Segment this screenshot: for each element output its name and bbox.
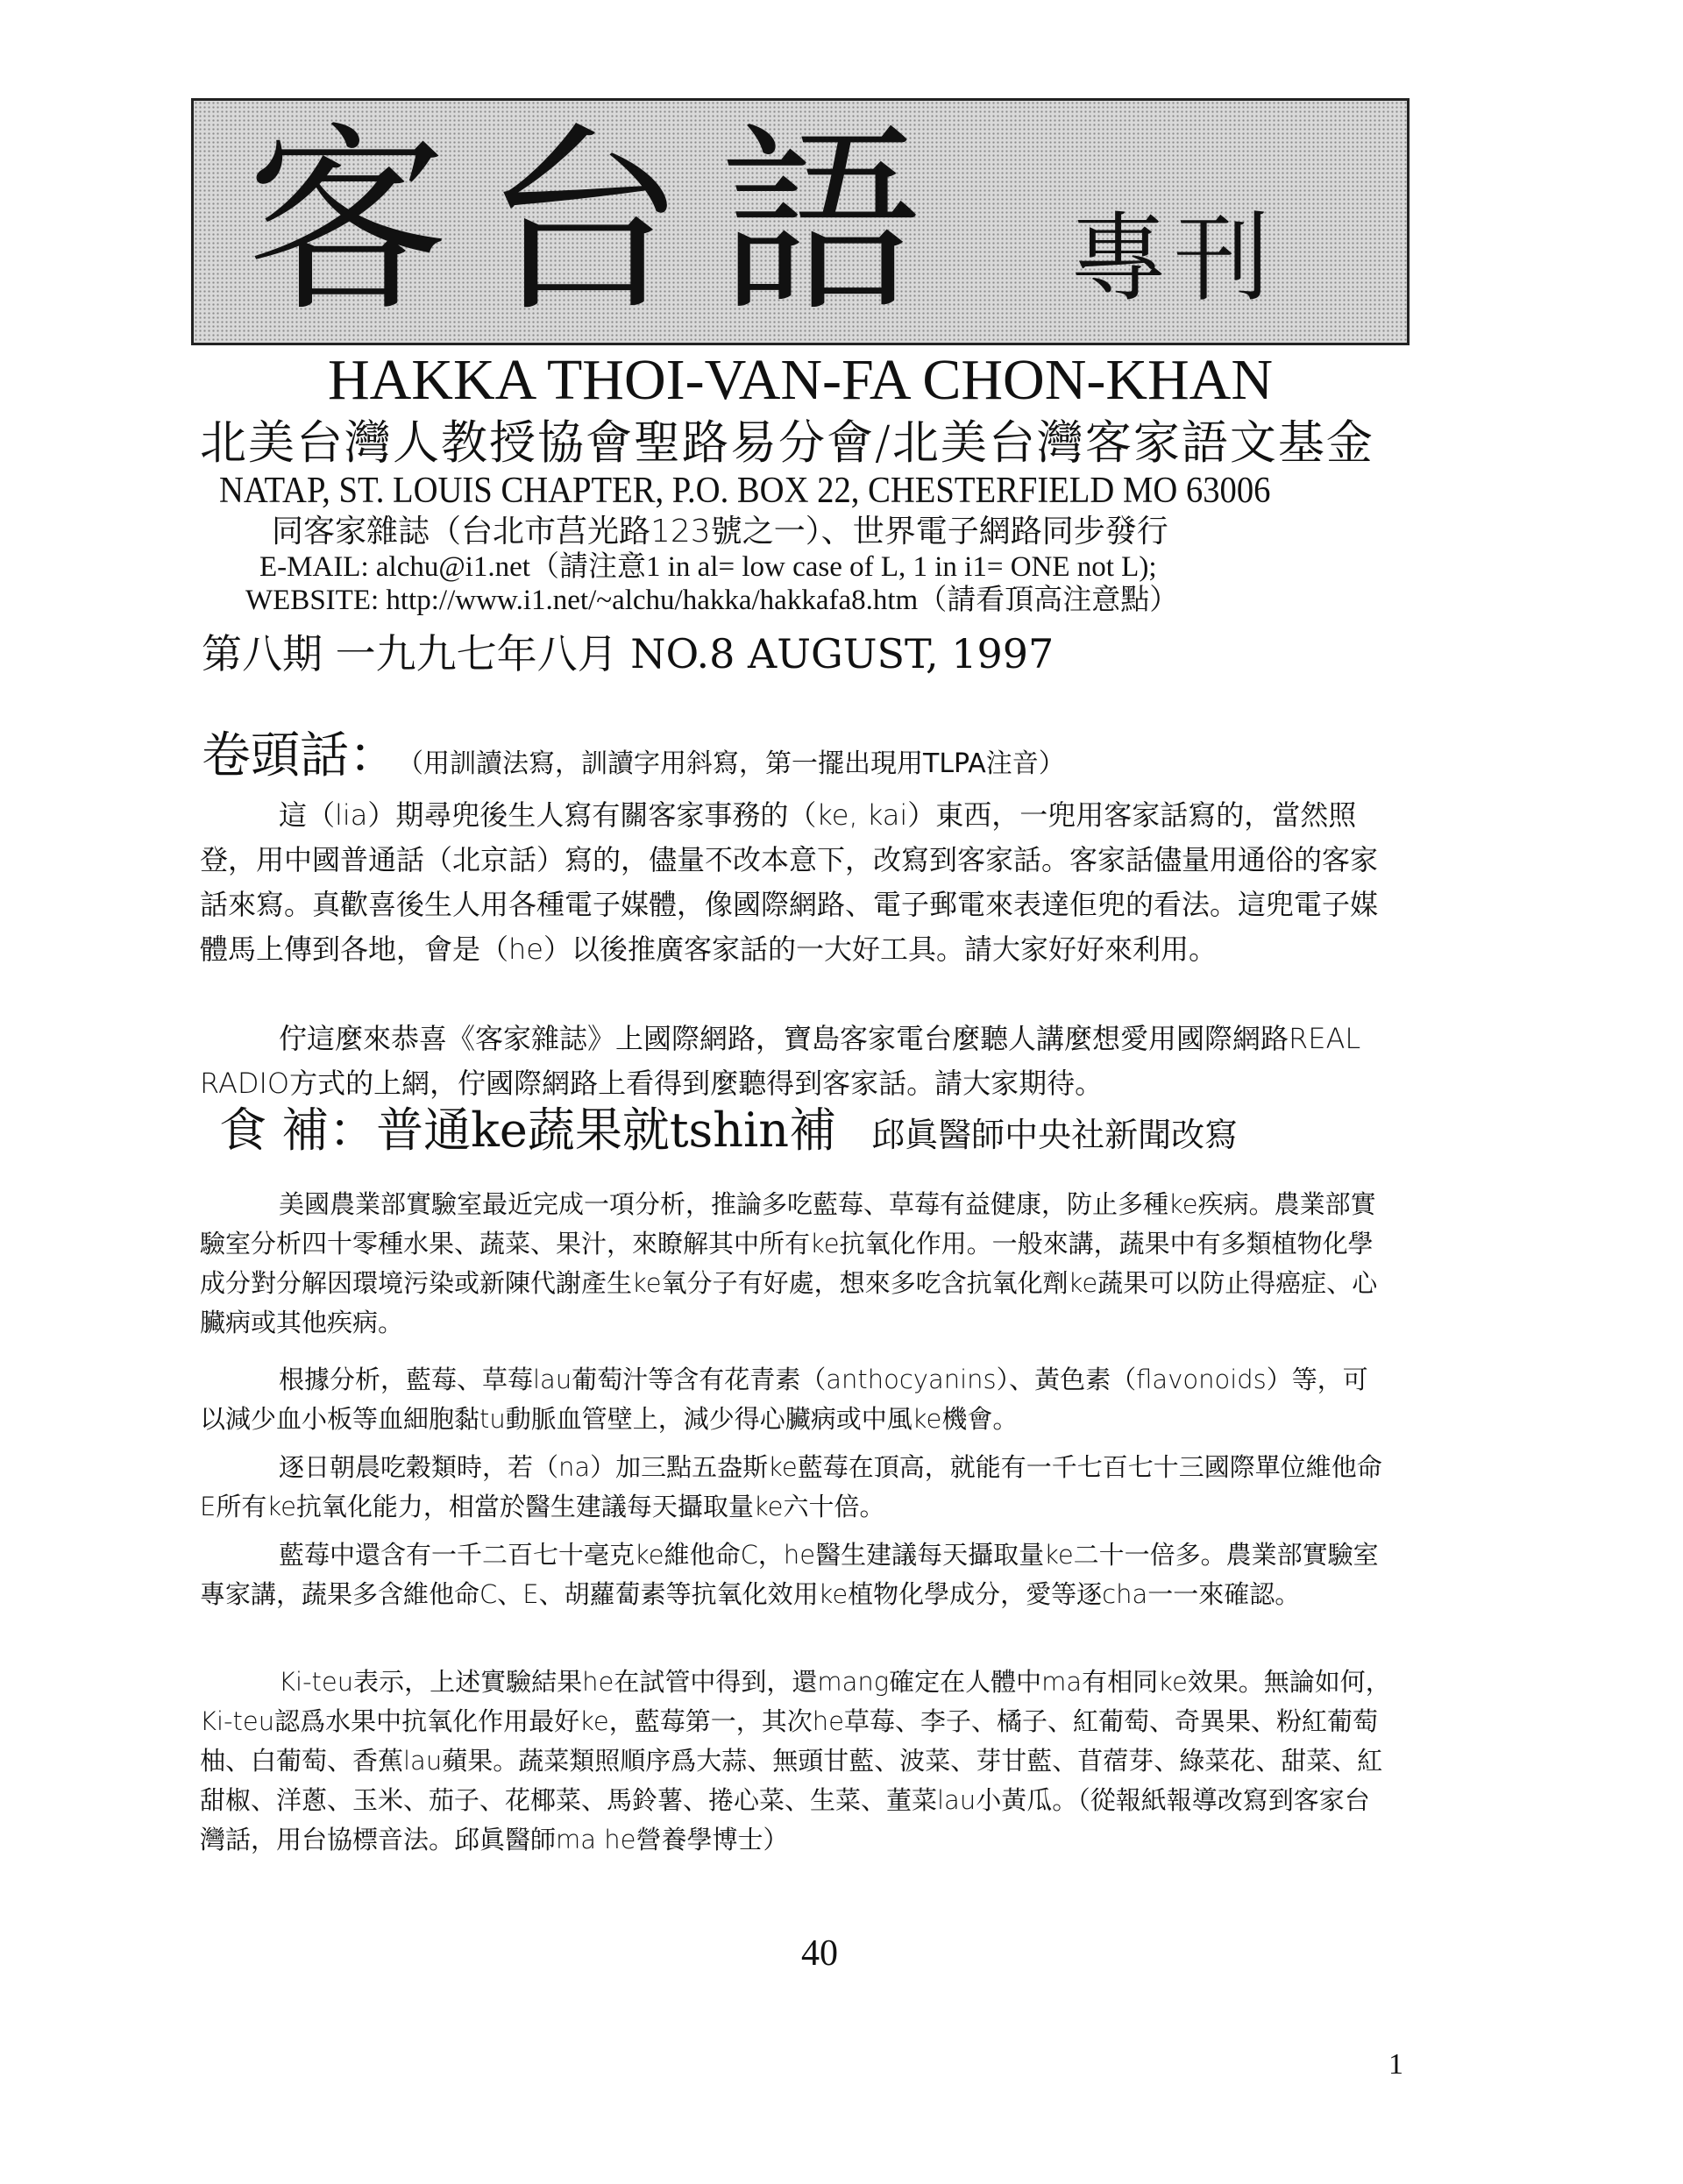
masthead-subtitle: 專刊 — [1070, 202, 1277, 315]
article-heading — [219, 1103, 1238, 1163]
article-byline: 邱眞醫師中央社新聞改寫 — [871, 1116, 1239, 1154]
page-number: 40 — [801, 1933, 838, 1974]
article-title: 食 補：普通ke蔬果就tshin補 — [219, 1103, 837, 1158]
masthead-banner — [191, 98, 1410, 345]
organization-address: NATAP, ST. LOUIS CHAPTER, P.O. BOX 22, CHESTERFIELD MO 63006 — [219, 471, 1271, 511]
editorial-note: （用訓讀法寫，訓讀字用斜寫，第一擺出現用TLPA注音） — [410, 748, 1065, 779]
email-line: E-MAIL: alchu@i1.net（請注意1 in al= low case of L, 1 in i1= ONE not L); — [259, 551, 1157, 583]
issue-line: 第八期 一九九七年八月 NO.8 AUGUST, 1997 — [202, 630, 1055, 677]
article-paragraph-3: 逐日朝晨吃穀類時，若（na）加三點五盎斯ke藍莓在頂高，就能有一千七百七十三國際單位維他命E所有ke抗氧化能力，相當於醫生建議每天攝取量ke六十倍。 — [200, 1452, 1382, 1521]
publication-note: 同客家雜誌（台北市莒光路123號之一）、世界電子網路同步發行 — [272, 514, 1168, 550]
corner-page-number: 1 — [1388, 2048, 1403, 2081]
editorial-paragraph-1: 這（lia）期尋兜後生人寫有關客家事務的（ke, kai）東西，一兜用客家話寫的，當然照登，用中國普通話（北京話）寫的，儘量不改本意下，改寫到客家話。客家話儘量用通俗的客家話來寫。真歡喜後生人用各種電子媒體，像國際網路、電子郵電來表達佢兜的看法。這兜電子媒體馬上傳到各地，會是（he）以後推廣客家話的一大好工具。請大家好好來利用。 — [200, 798, 1379, 966]
article-paragraph-1: 美國農業部實驗室最近完成一項分析，推論多吃藍莓、草莓有益健康，防止多種ke疾病。農業部實驗室分析四十零種水果、蔬菜、果汁，來瞭解其中所有ke抗氧化作用。一般來講，蔬果中有多類植物化學成分對分解因環境污染或新陳代謝產生ke氧分子有好處，想來多吃含抗氧化劑ke蔬果可以防止得癌症、心臟病或其他疾病。 — [200, 1189, 1378, 1337]
editorial-heading — [202, 727, 1065, 793]
organization-chinese: 北美台灣人教授協會聖路易分會/北美台灣客家語文基金 — [200, 416, 1374, 470]
editorial-title: 卷頭話： — [202, 727, 398, 784]
article-paragraph-2: 根據分析，藍莓、草莓lau葡萄汁等含有花青素（anthocyanins）、黃色素（flavonoids）等，可以減少血小板等血細胞黏tu動脈血管壁上，減少得心臟病或中風ke機會。 — [200, 1365, 1368, 1434]
masthead-title: 客台語 — [246, 106, 957, 340]
website-line: WEBSITE: http://www.i1.net/~alchu/hakka/hakkafa8.htm（請看頂高注意點） — [245, 585, 1179, 616]
article-paragraph-4: 藍莓中還含有一千二百七十毫克ke維他命C，he醫生建議每天攝取量ke二十一倍多。農業部實驗室專家講，蔬果多含維他命C、E、胡蘿蔔素等抗氧化效用ke植物化學成分，愛等逐cha一一來確認。 — [200, 1540, 1379, 1609]
article-paragraph-5: Ki-teu表示，上述實驗結果he在試管中得到，還mang確定在人體中ma有相同ke效果。無論如何，Ki-teu認爲水果中抗氧化作用最好ke，藍莓第一，其次he草莓、李子、橘子、紅葡萄、奇異果、粉紅葡萄柚、白葡萄、香蕉lau蘋果。蔬菜類照順序爲大蒜、無頭甘藍、波菜、芽甘藍、苜蓿芽、綠菜花、甜菜、紅甜椒、洋蔥、玉米、茄子、花椰菜、馬鈴薯、捲心菜、生菜、董菜lau小黃瓜。（從報紙報導改寫到客家台灣話，用台協標音法。邱眞醫師ma he營養學博士） — [200, 1667, 1391, 1854]
editorial-paragraph-2: 佇這麼來恭喜《客家雜誌》上國際網路，寶島客家電台麼聽人講麼想愛用國際網路REAL RADIO方式的上網，佇國際網路上看得到麼聽得到客家話。請大家期待。 — [200, 1022, 1361, 1100]
english-title: HAKKA THOI-VAN-FA CHON-KHAN — [327, 348, 1273, 412]
